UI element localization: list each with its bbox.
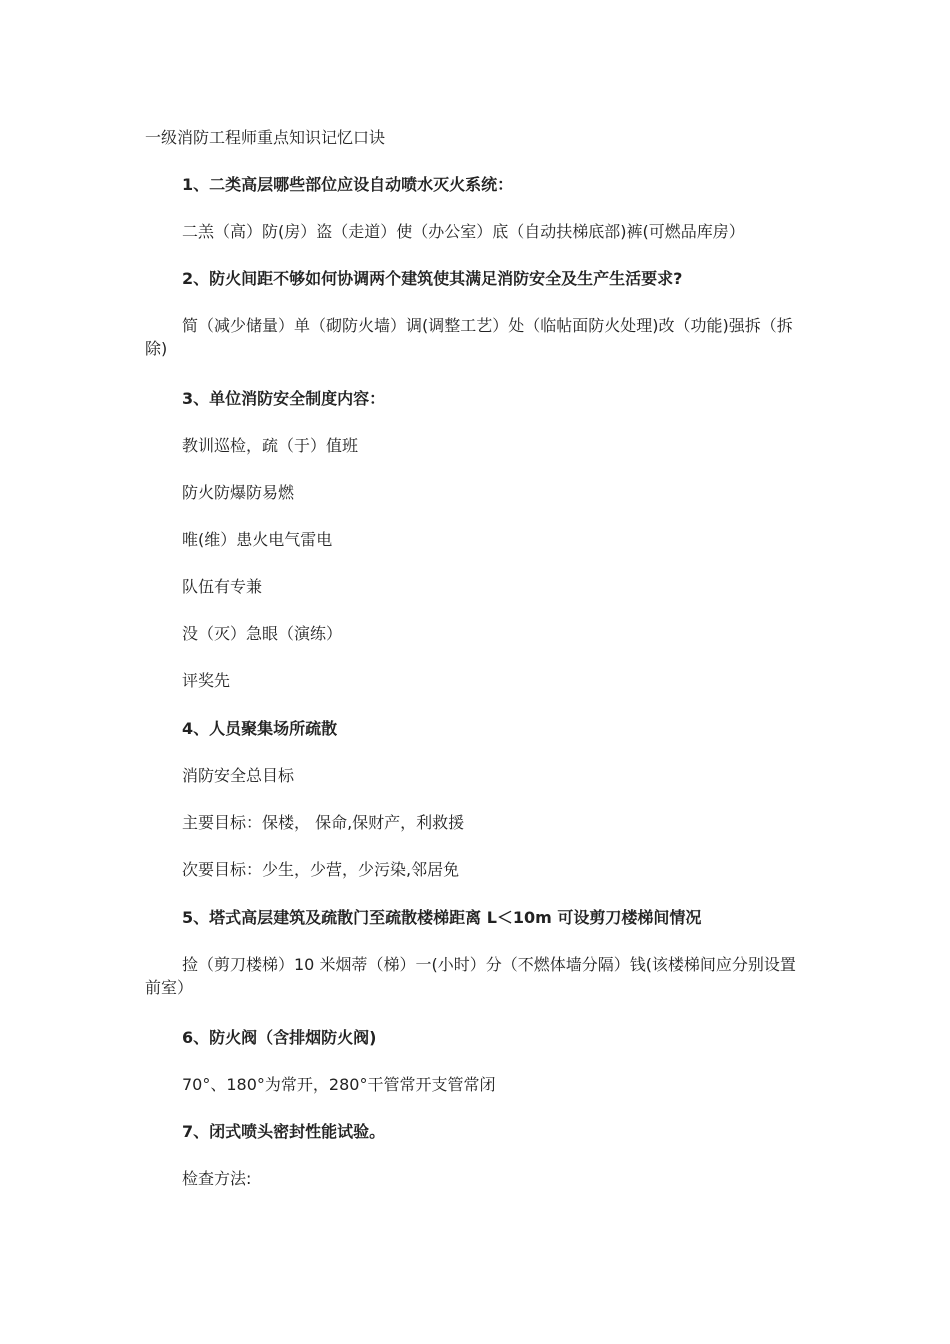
section-heading-3: 3、单位消防安全制度内容： [182,389,386,408]
section-line: 检查方法: [182,1169,252,1188]
section-paragraph: 捡（剪刀楼梯）10 米烟蒂（梯）一(小时）分（不燃体墙分隔）钱(该楼梯间应分别设置前室） [145,955,796,997]
section-line: 评奖先 [182,671,231,690]
section-heading-4: 4、人员聚集场所疏散 [182,719,338,738]
section-line: 防火防爆防易燃 [182,483,295,502]
section-line: 消防安全总目标 [182,766,295,785]
section-heading-7: 7、闭式喷头密封性能试验。 [182,1122,386,1141]
section-line: 次要目标：少生，少营，少污染,邻居免 [182,860,460,879]
section-line: 没（灭）急眼（演练） [182,624,343,643]
section-heading-1: 1、二类高层哪些部位应设自动喷水灭火系统： [182,175,514,194]
section-line: 二羔（高）防(房）盗（走道）使（办公室）底（自动扶梯底部)裤(可燃品库房） [182,222,745,241]
section-heading-5: 5、塔式高层建筑及疏散门至疏散楼梯距离 L＜10m 可设剪刀楼梯间情况 [182,908,702,927]
section-line: 70°、180°为常开，280°干管常开支管常闭 [182,1075,496,1094]
section-line: 队伍有专兼 [182,577,263,596]
document-title: 一级消防工程师重点知识记忆口诀 [145,128,386,147]
section-heading-6: 6、防火阀（含排烟防火阀) [182,1028,377,1047]
section-paragraph: 简（减少储量）单（砌防火墙）调(调整工艺）处（临帖面防火处理)改（功能)强拆（拆除) [145,316,793,358]
section-line: 教训巡检，疏（于）值班 [182,436,359,455]
section-heading-2: 2、防火间距不够如何协调两个建筑使其满足消防安全及生产生活要求? [182,269,683,288]
section-line: 主要目标：保楼， 保命,保财产，利救援 [182,813,465,832]
section-line: 唯(维）患火电气雷电 [182,530,333,549]
